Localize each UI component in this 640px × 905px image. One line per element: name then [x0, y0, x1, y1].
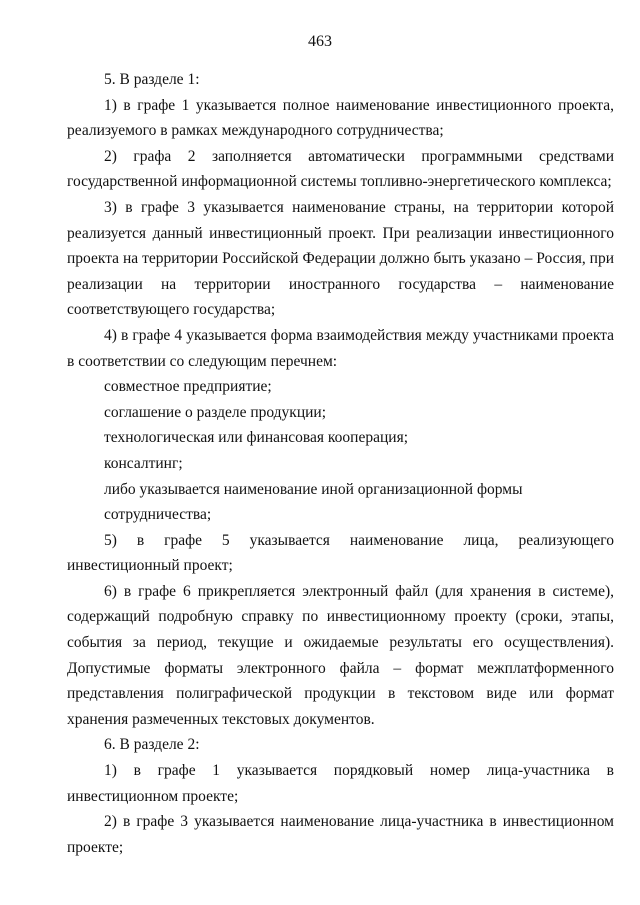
paragraph: 2) в графе 3 указывается наименование лица-участника в инвестиционном проекте; [67, 813, 614, 856]
paragraph: 5) в графе 5 указывается наименование лица, реализующего инвестиционный проект; [67, 531, 614, 575]
list-item: технологическая или финансовая кооперация; [104, 429, 409, 447]
list-item: соглашение о разделе продукции; [104, 403, 327, 421]
list-item: либо указывается наименование иной организационной формы сотрудничества; [104, 480, 523, 524]
document-body [67, 67, 614, 860]
section-heading: 5. В разделе 1: [104, 71, 200, 88]
list-item: консалтинг; [104, 454, 183, 472]
section-heading: 6. В разделе 2: [104, 736, 200, 754]
paragraph: 2) графа 2 заполняется автоматически программными средствами государственной информационной системы топливно-энергетического комплекса; [67, 147, 614, 191]
paragraph: 1) в графе 1 указывается полное наименование инвестиционного проекта, реализуемого в рамках международного сотрудничества; [67, 96, 614, 140]
paragraph: 4) в графе 4 указывается форма взаимодействия между участниками проекта в соответствии со следующим перечнем: [67, 326, 614, 370]
page-number: 463 [308, 33, 332, 50]
paragraph: 3) в графе 3 указывается наименование страны, на территории которой реализуется данный инвестиционный проект. При реализации инвестиционного проекта на территории Российской Федерации должно быть указано – Россия, при реализации на территории иностранного государства – наименование соответствующего государства; [67, 198, 614, 319]
list-item: совместное предприятие; [104, 378, 272, 396]
paragraph: 1) в графе 1 указывается порядковый номер лица-участника в инвестиционном проекте; [67, 762, 614, 805]
paragraph: 6) в графе 6 прикрепляется электронный файл (для хранения в системе), содержащий подробную справку по инвестиционному проекту (сроки, этапы, события за период, текущие и ожидаемые результаты его осуществления). Допустимые форматы электронного файла – формат межплатформенного представления полиграфической продукции в текстовом виде или формат хранения размеченных текстовых документов. [67, 582, 614, 728]
